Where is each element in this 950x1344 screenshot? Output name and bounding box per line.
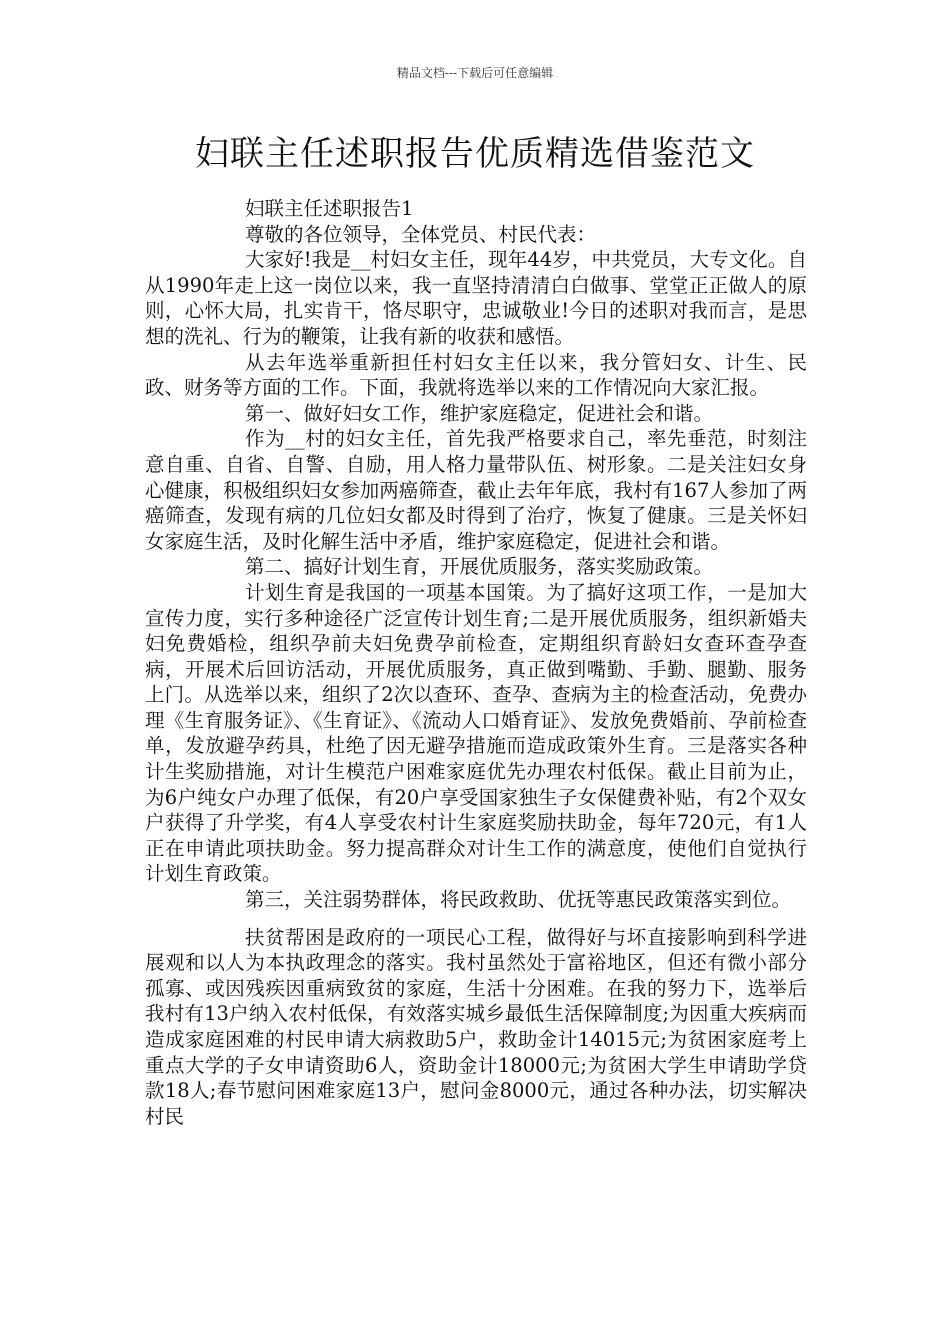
greeting-paragraph: 尊敬的各位领导，全体党员、村民代表： xyxy=(245,222,597,246)
header-note: 精品文档---下载后可任意编辑 xyxy=(396,66,554,80)
section-heading: 第三，关注弱势群体，将民政救助、优抚等惠民政策落实到位。 xyxy=(245,888,792,912)
section-heading: 第二、搞好计划生育，开展优质服务，落实奖励政策。 xyxy=(245,555,714,579)
subtitle-paragraph: 妇联主任述职报告1 xyxy=(245,197,414,220)
body-paragraph: 计划生育是我国的一项基本国策。为了搞好这项工作，一是加大宣传力度，实行多种途径广泛宣传计划生育;二是开展优质服务，组织新婚夫妇免费婚检，组织孕前夫妇免费孕前检查，定期组织育龄妇女查环查孕查病，开展术后回访活动，开展优质服务，真正做到嘴勤、手勤、腿勤、服务上门。从选举以来，组织了2次以查环、查孕、查病为主的检查活动，免费办理《生育服务证》、《生育证》、《流动人口婚育证》、发放免费婚前、孕前检查单，发放避孕药具，杜绝了因无避孕措施而造成政策外生育。三是落实各种计生奖励措施，对计生模范户困难家庭优先办理农村低保。截止目前为止，为6户纯女户办理了低保，有20户享受国家独生子女保健费补贴，有2个双女户获得了升学奖，有4人享受农村计生家庭奖励扶助金，每年720元，有1人正在申请此项扶助金。努力提高群众对计生工作的满意度，使他们自觉执行计划生育政策。 xyxy=(145,580,807,886)
body-paragraph: 从去年选举重新担任村妇女主任以来，我分管妇女、计生、民政、财务等方面的工作。下面，我就将选举以来的工作情况向大家汇报。 xyxy=(145,350,807,400)
body-paragraph: 扶贫帮困是政府的一项民心工程，做得好与坏直接影响到科学进展观和以人为本执政理念的落实。我村虽然处于富裕地区，但还有微小部分孤寡、或因残疾因重病致贫的家庭，生活十分困难。在我的努力下，选举后我村有13户纳入农村低保，有效落实城乡最低生活保障制度;为因重大疾病而造成家庭困难的村民申请大病救助5户，救助金计14015元;为贫困家庭考上重点大学的子女申请资助6人，资助金计18000元;为贫困大学生申请助学贷款18人;春节慰问困难家庭13户，慰问金8000元，通过各种办法，切实解决村民 xyxy=(145,925,807,1128)
body-paragraph: 大家好!我是__村妇女主任，现年44岁，中共党员，大专文化。自从1990年走上这一岗位以来，我一直坚持清清白白做事、堂堂正正做人的原则，心怀大局，扎实肯干，恪尽职守，忠诚敬业!今日的述职对我而言，是思想的洗礼、行为的鞭策，让我有新的收获和感悟。 xyxy=(145,248,807,348)
document-title: 妇联主任述职报告优质精选借鉴范文 xyxy=(195,134,755,174)
document-body xyxy=(145,196,807,1129)
body-paragraph: 作为__村的妇女主任，首先我严格要求自己，率先垂范，时刻注意自重、自省、自警、自励，用人格力量带队伍、树形象。二是关注妇女身心健康，积极组织妇女参加两癌筛查，截止去年年底，我村有167人参加了两癌筛查，发现有病的几位妇女都及时得到了治疗，恢复了健康。三是关怀妇女家庭生活，及时化解生活中矛盾，维护家庭稳定，促进社会和谐。 xyxy=(145,427,807,553)
section-heading: 第一、做好妇女工作，维护家庭稳定，促进社会和谐。 xyxy=(245,401,714,425)
